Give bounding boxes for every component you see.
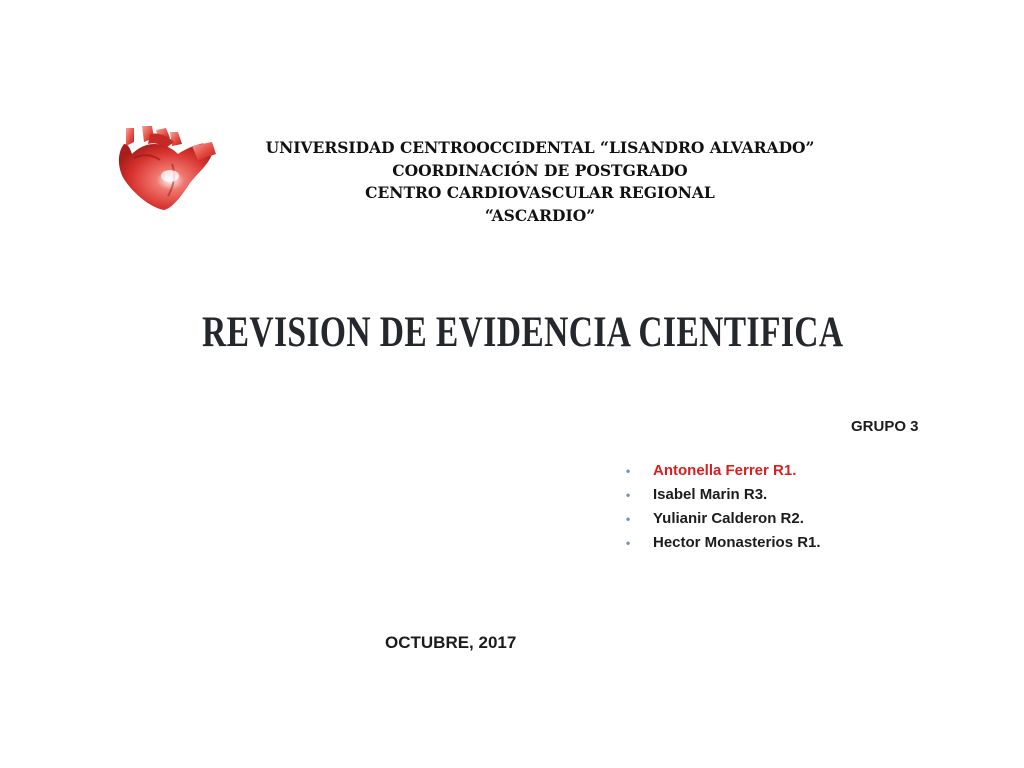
bullet-icon: • [626,536,631,550]
list-item [626,485,821,509]
bullet-icon: • [626,512,631,526]
list-item [626,461,821,485]
presentation-date: OCTUBRE, 2017 [385,633,517,652]
list-item [626,533,821,557]
institution-header [240,137,840,227]
member-name: Isabel Marin R3. [653,486,768,503]
presentation-title: REVISION DE EVIDENCIA CIENTIFICA [202,309,844,356]
group-label: GRUPO 3 [851,418,919,435]
member-name: Hector Monasterios R1. [653,534,821,551]
header-line-ascardio: “ASCARDIO” [484,205,596,225]
header-line-coordination: COORDINACIÓN DE POSTGRADO [392,160,688,180]
header-line-university: UNIVERSIDAD CENTROOCCIDENTAL “LISANDRO ALVARADO” [265,138,815,157]
member-name: Yulianir Calderon R2. [653,510,804,527]
member-list [626,461,821,557]
member-name: Antonella Ferrer R1. [653,462,797,479]
heart-icon [112,124,218,212]
list-item [626,509,821,533]
bullet-icon: • [626,464,631,478]
bullet-icon: • [626,488,631,502]
header-line-center: CENTRO CARDIOVASCULAR REGIONAL [365,183,715,202]
